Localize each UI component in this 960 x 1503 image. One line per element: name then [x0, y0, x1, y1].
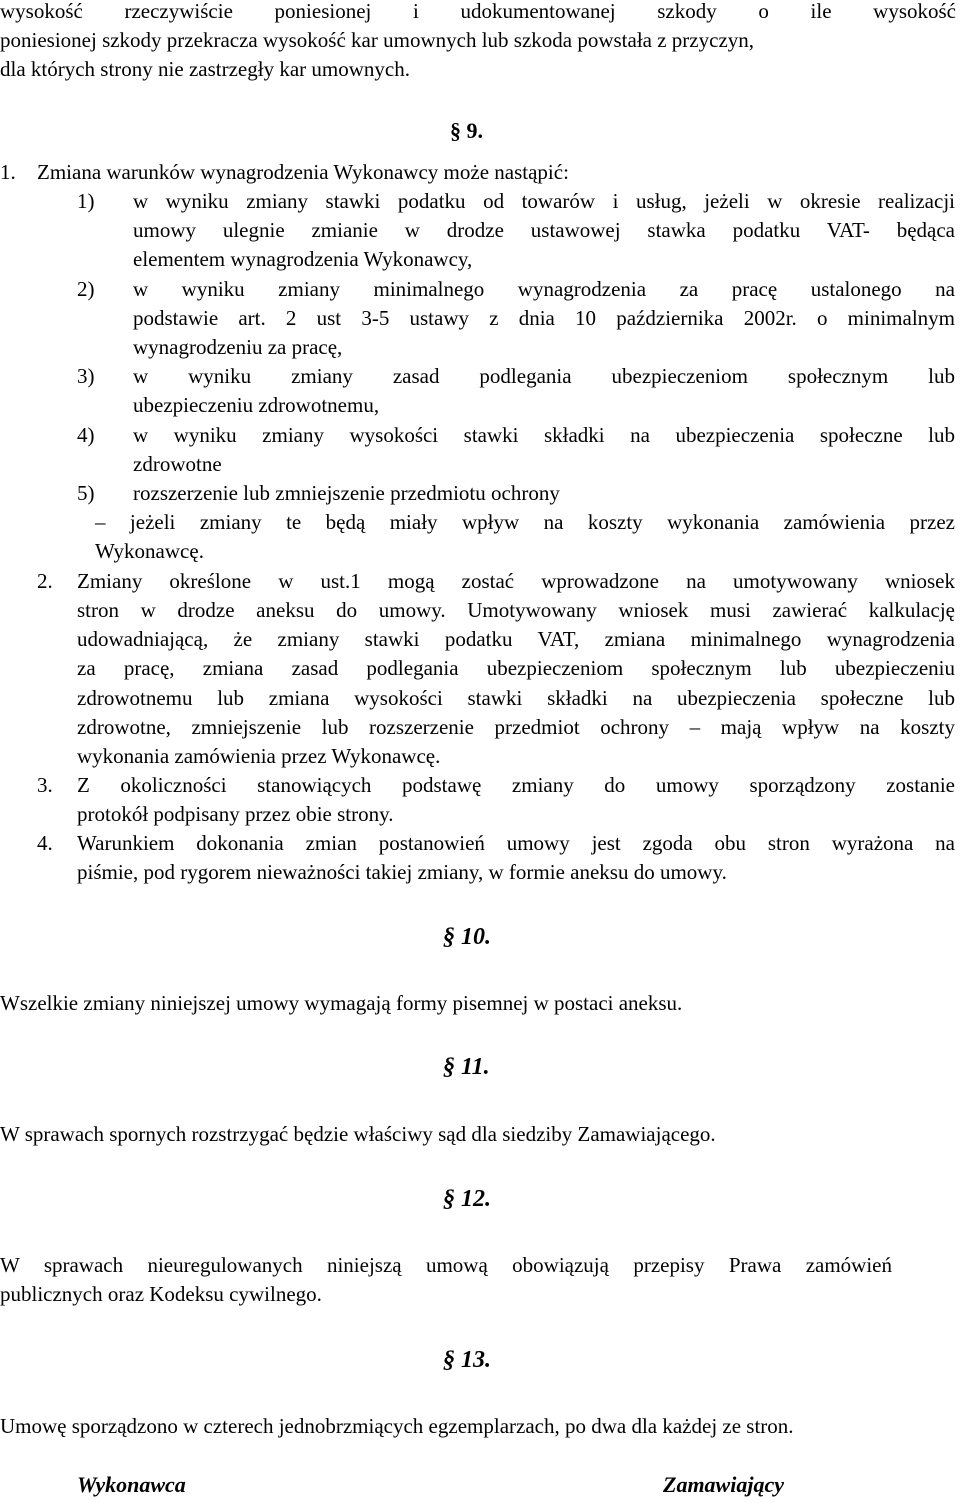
paragraph-12-line-1: W sprawach nieuregulowanych niniejszą umową obowiązują przepisy Prawa zamówień — [0, 1253, 892, 1277]
clause-9-2-line-3: udowadniającą, że zmiany stawki podatku VAT, zmiana minimalnego wynagrodzenia — [77, 627, 955, 651]
item-4-line-2: zdrowotne — [133, 452, 222, 476]
clause-9-2-line-7: wykonania zamówienia przez Wykonawcę. — [77, 744, 441, 768]
section-12-heading: § 12. — [443, 1186, 491, 1212]
item-2-number: 2) — [77, 277, 95, 301]
item-5-number: 5) — [77, 481, 95, 505]
paragraph-13: Umowę sporządzono w czterech jednobrzmiących egzemplarzach, po dwa dla każdej ze stron. — [0, 1414, 794, 1438]
item-4-number: 4) — [77, 423, 95, 447]
paragraph-12-line-2: publicznych oraz Kodeksu cywilnego. — [0, 1282, 322, 1306]
section-13-heading: § 13. — [443, 1347, 491, 1373]
clause-9-2-line-4: za pracę, zmiana zasad podlegania ubezpieczeniom społecznym lub ubezpieczeniu — [77, 656, 955, 680]
paragraph-8-line-1: wysokość rzeczywiście poniesionej i udokumentowanej szkody o ile wysokość — [0, 0, 956, 23]
item-5-line-1: rozszerzenie lub zmniejszenie przedmiotu ochrony — [133, 481, 560, 505]
clause-9-1-number: 1. — [0, 160, 16, 184]
section-11-heading: § 11. — [443, 1054, 490, 1080]
item-1-number: 1) — [77, 189, 95, 213]
section-9-heading: § 9. — [450, 118, 483, 143]
item-2-line-1: w wyniku zmiany minimalnego wynagrodzenia za pracę ustalonego na — [133, 277, 955, 301]
paragraph-10: Wszelkie zmiany niniejszej umowy wymagają formy pisemnej w postaci aneksu. — [0, 991, 683, 1015]
clause-9-4-line-1: Warunkiem dokonania zmian postanowień umowy jest zgoda obu stron wyrażona na — [77, 831, 955, 855]
clause-9-2-line-5: zdrowotnemu lub zmiana wysokości stawki składki na ubezpieczenia społeczne lub — [77, 686, 955, 710]
item-1-line-3: elementem wynagrodzenia Wykonawcy, — [133, 247, 473, 271]
clause-9-1-intro: Zmiana warunków wynagrodzenia Wykonawcy może nastąpić: — [37, 160, 569, 184]
item-2-line-2: podstawie art. 2 ust 3-5 ustawy z dnia 10 października 2002r. o minimalnym — [133, 306, 955, 330]
paragraph-8-line-3: dla których strony nie zastrzegły kar umownych. — [0, 57, 410, 81]
item-3-line-1: w wyniku zmiany zasad podlegania ubezpieczeniom społecznym lub — [133, 364, 955, 388]
clause-9-2-line-6: zdrowotne, zmniejszenie lub rozszerzenie przedmiot ochrony – mają wpływ na koszty — [77, 715, 955, 739]
clause-9-2-line-2: stron w drodze aneksu do umowy. Umotywowany wniosek musi zawierać kalkulację — [77, 598, 955, 622]
clause-9-3-line-1: Z okoliczności stanowiących podstawę zmiany do umowy sporządzony zostanie — [77, 773, 955, 797]
item-3-number: 3) — [77, 364, 95, 388]
paragraph-8-line-2: poniesionej szkody przekracza wysokość kar umownych lub szkoda powstała z przyczyn, — [0, 28, 755, 52]
clause-9-4-number: 4. — [37, 831, 53, 855]
clause-9-3-line-2: protokół podpisany przez obie strony. — [77, 802, 394, 826]
clause-9-4-line-2: piśmie, pod rygorem nieważności takiej zmiany, w formie aneksu do umowy. — [77, 860, 727, 884]
item-1-line-1: w wyniku zmiany stawki podatku od towarów i usług, jeżeli w okresie realizacji — [133, 189, 955, 213]
dash-clause-line-1: – jeżeli zmiany te będą miały wpływ na koszty wykonania zamówienia przez — [95, 510, 955, 534]
paragraph-11: W sprawach spornych rozstrzygać będzie właściwy sąd dla siedziby Zamawiającego. — [0, 1122, 716, 1146]
item-4-line-1: w wyniku zmiany wysokości stawki składki na ubezpieczenia społeczne lub — [133, 423, 955, 447]
item-1-line-2: umowy ulegnie zmianie w drodze ustawowej stawka podatku VAT- będąca — [133, 218, 955, 242]
signature-label-contractor: Wykonawca — [77, 1472, 186, 1497]
item-3-line-2: ubezpieczeniu zdrowotnemu, — [133, 393, 380, 417]
dash-clause-line-2: Wykonawcę. — [95, 539, 204, 563]
clause-9-2-number: 2. — [37, 569, 53, 593]
clause-9-3-number: 3. — [37, 773, 53, 797]
section-10-heading: § 10. — [443, 924, 491, 950]
clause-9-2-line-1: Zmiany określone w ust.1 mogą zostać wprowadzone na umotywowany wniosek — [77, 569, 955, 593]
item-2-line-3: wynagrodzeniu za pracę, — [133, 335, 343, 359]
signature-label-client: Zamawiający — [663, 1472, 784, 1497]
